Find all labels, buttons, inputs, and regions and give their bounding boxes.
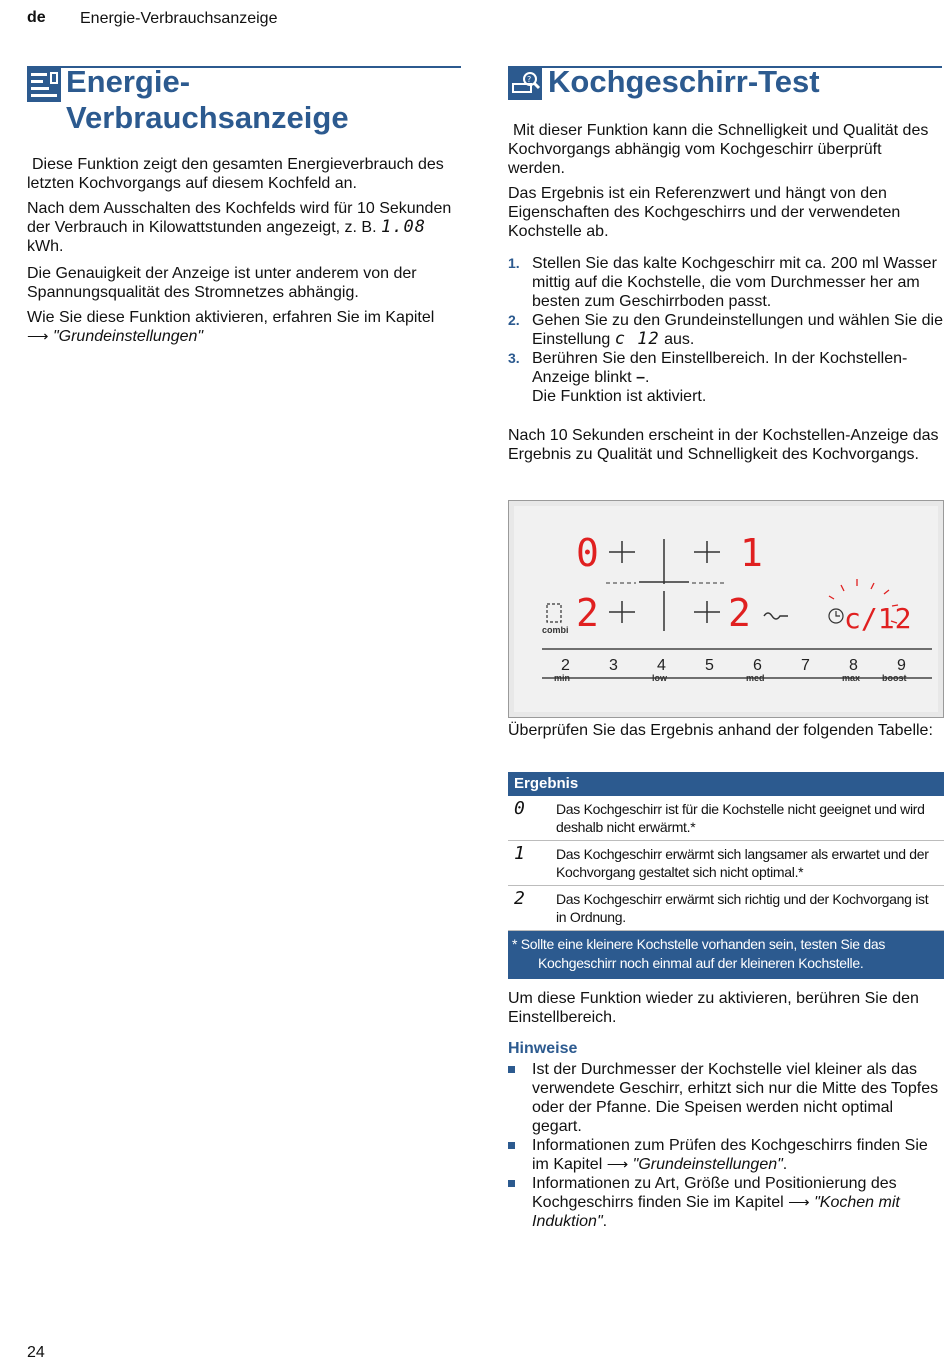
table-row [508, 886, 944, 931]
result-text: Das Kochgeschirr ist für die Kochstelle nicht geeignet und wird deshalb nicht erwärmt.* [556, 801, 925, 835]
setting-display: c 12 [614, 329, 660, 349]
blink-dash: – [636, 369, 645, 386]
power-level-5[interactable]: 5 [705, 657, 714, 674]
hints-list [508, 1060, 944, 1231]
energy-paragraph-4: Wie Sie diese Funktion aktivieren, erfahren Sie im Kapitel ⟶ "Grundeinstellungen" [27, 309, 435, 345]
hints-heading: Hinweise [508, 1040, 578, 1057]
hob-control-panel [508, 500, 944, 718]
zone-display-front-left: 0 [576, 531, 599, 575]
power-level-7[interactable]: 7 [801, 657, 810, 674]
zone-display-rear-right: 2 [728, 591, 751, 635]
chapter-arrow-icon: ⟶ [27, 328, 49, 345]
energy-heading: Energie- Verbrauchsanzeige [66, 64, 349, 135]
result-table-header: Ergebnis [508, 772, 944, 796]
running-header-title: Energie-Verbrauchsanzeige [80, 10, 278, 27]
combi-label[interactable]: combi [542, 625, 569, 635]
result-text: Das Kochgeschirr erwärmt sich richtig und der Kochvorgang ist in Ordnung. [556, 891, 929, 925]
level-label-boost[interactable]: boost [882, 673, 907, 683]
setting-display-blinking: c/12 [844, 602, 912, 635]
step-item: 3. Berühren Sie den Einstellbereich. In der Kochstellen-Anzeige blinkt –. Die Funktion ist aktiviert. [508, 350, 908, 405]
chapter-link[interactable]: "Grundeinstellungen" [52, 328, 204, 345]
result-text: Das Kochgeschirr erwärmt sich langsamer als erwartet und der Kochvorgang gestaltet sich nicht optimal.* [556, 846, 929, 880]
step-item: 1. Stellen Sie das kalte Kochgeschirr mit ca. 200 ml Wasser mittig auf die Kochstelle, die vom Durchmesser her am besten zum Geschirrboden passt. [508, 255, 937, 310]
chapter-arrow-icon: ⟶ [788, 1194, 810, 1211]
step-item: 2. Gehen Sie zu den Grundeinstellungen und wählen Sie die Einstellung c 12 aus. [508, 312, 943, 349]
svg-text:?: ? [527, 75, 532, 84]
result-symbol: 2 [514, 888, 525, 909]
chapter-link[interactable]: "Grundeinstellungen" [632, 1156, 783, 1173]
chapter-arrow-icon: ⟶ [606, 1156, 629, 1173]
power-level-6[interactable]: 6 [753, 657, 762, 674]
list-item: Informationen zu Art, Größe und Positionierung des Kochgeschirrs finden Sie im Kapitel ⟶ "Kochen mit Induktion". [508, 1174, 944, 1231]
result-symbol: 0 [514, 798, 525, 819]
list-item: Informationen zum Prüfen des Kochgeschirrs finden Sie im Kapitel ⟶ "Grundeinstellungen". [508, 1136, 944, 1174]
page-number: 24 [27, 1344, 45, 1361]
steps-list [508, 254, 944, 406]
table-row [508, 841, 944, 886]
cookware-paragraph-3: Nach 10 Sekunden erscheint in der Kochstellen-Anzeige das Ergebnis zu Qualität und Schnelligkeit des Kochvorgangs. [508, 427, 939, 463]
level-label-min: min [554, 673, 571, 683]
cookware-paragraph-2: Das Ergebnis ist ein Referenzwert und hängt von den Eigenschaften des Kochgeschirrs und der verwendeten Kochstelle ab. [508, 185, 901, 240]
zone-display-front-right: 1 [740, 531, 763, 575]
cookware-paragraph-1: Mit dieser Funktion kann die Schnelligkeit und Qualität des Kochvorgangs abhängig vom Kochgeschirr überprüft werden. [508, 122, 929, 177]
power-level-8[interactable]: 8 [849, 657, 858, 674]
bullet-icon [508, 1142, 515, 1149]
chapter-link[interactable]: "Kochen mit Induktion" [532, 1194, 900, 1230]
energy-paragraph-3: Die Genauigkeit der Anzeige ist unter anderem von der Spannungsqualität des Stromnetzes abhängig. [27, 265, 417, 301]
level-label-max: max [842, 673, 861, 683]
energy-display-icon [27, 68, 61, 102]
result-symbol: 1 [514, 843, 525, 864]
bullet-icon [508, 1066, 515, 1073]
result-table-footnote: * Sollte eine kleinere Kochstelle vorhanden sein, testen Sie das Kochgeschirr noch einmal auf der kleineren Kochstelle. [508, 931, 944, 979]
list-item: Ist der Durchmesser der Kochstelle viel kleiner als das verwendete Geschirr, erhitzt sich nur die Mitte des Topfes oder der Pfanne. Die Speisen werden nicht optimal gegart. [508, 1060, 944, 1136]
table-row [508, 796, 944, 841]
kwh-display-value: 1.08 [381, 217, 426, 237]
power-level-4[interactable]: 4 [657, 657, 666, 674]
cookware-test-heading: Kochgeschirr-Test [548, 64, 820, 99]
cookware-paragraph-4: Überprüfen Sie das Ergebnis anhand der folgenden Tabelle: [508, 722, 933, 739]
energy-paragraph-2: Nach dem Ausschalten des Kochfelds wird für 10 Sekunden der Verbrauch in Kilowattstunden angezeigt, z. B. 1.08 kWh. [27, 200, 452, 255]
language-code: de [27, 9, 46, 26]
level-label-low: low [652, 673, 667, 683]
cookware-test-icon [508, 68, 542, 100]
energy-paragraph-1: Diese Funktion zeigt den gesamten Energieverbrauch des letzten Kochvorgangs auf diesem Kochfeld an. [27, 156, 444, 192]
power-level-2[interactable]: 2 [561, 657, 570, 674]
result-table [508, 772, 944, 979]
cookware-paragraph-5: Um diese Funktion wieder zu aktivieren, berühren Sie den Einstellbereich. [508, 990, 919, 1026]
zone-display-rear-left: 2 [576, 591, 599, 635]
power-level-9[interactable]: 9 [897, 657, 906, 674]
bullet-icon [508, 1180, 515, 1187]
power-level-3[interactable]: 3 [609, 657, 618, 674]
level-label-med: med [746, 673, 765, 683]
